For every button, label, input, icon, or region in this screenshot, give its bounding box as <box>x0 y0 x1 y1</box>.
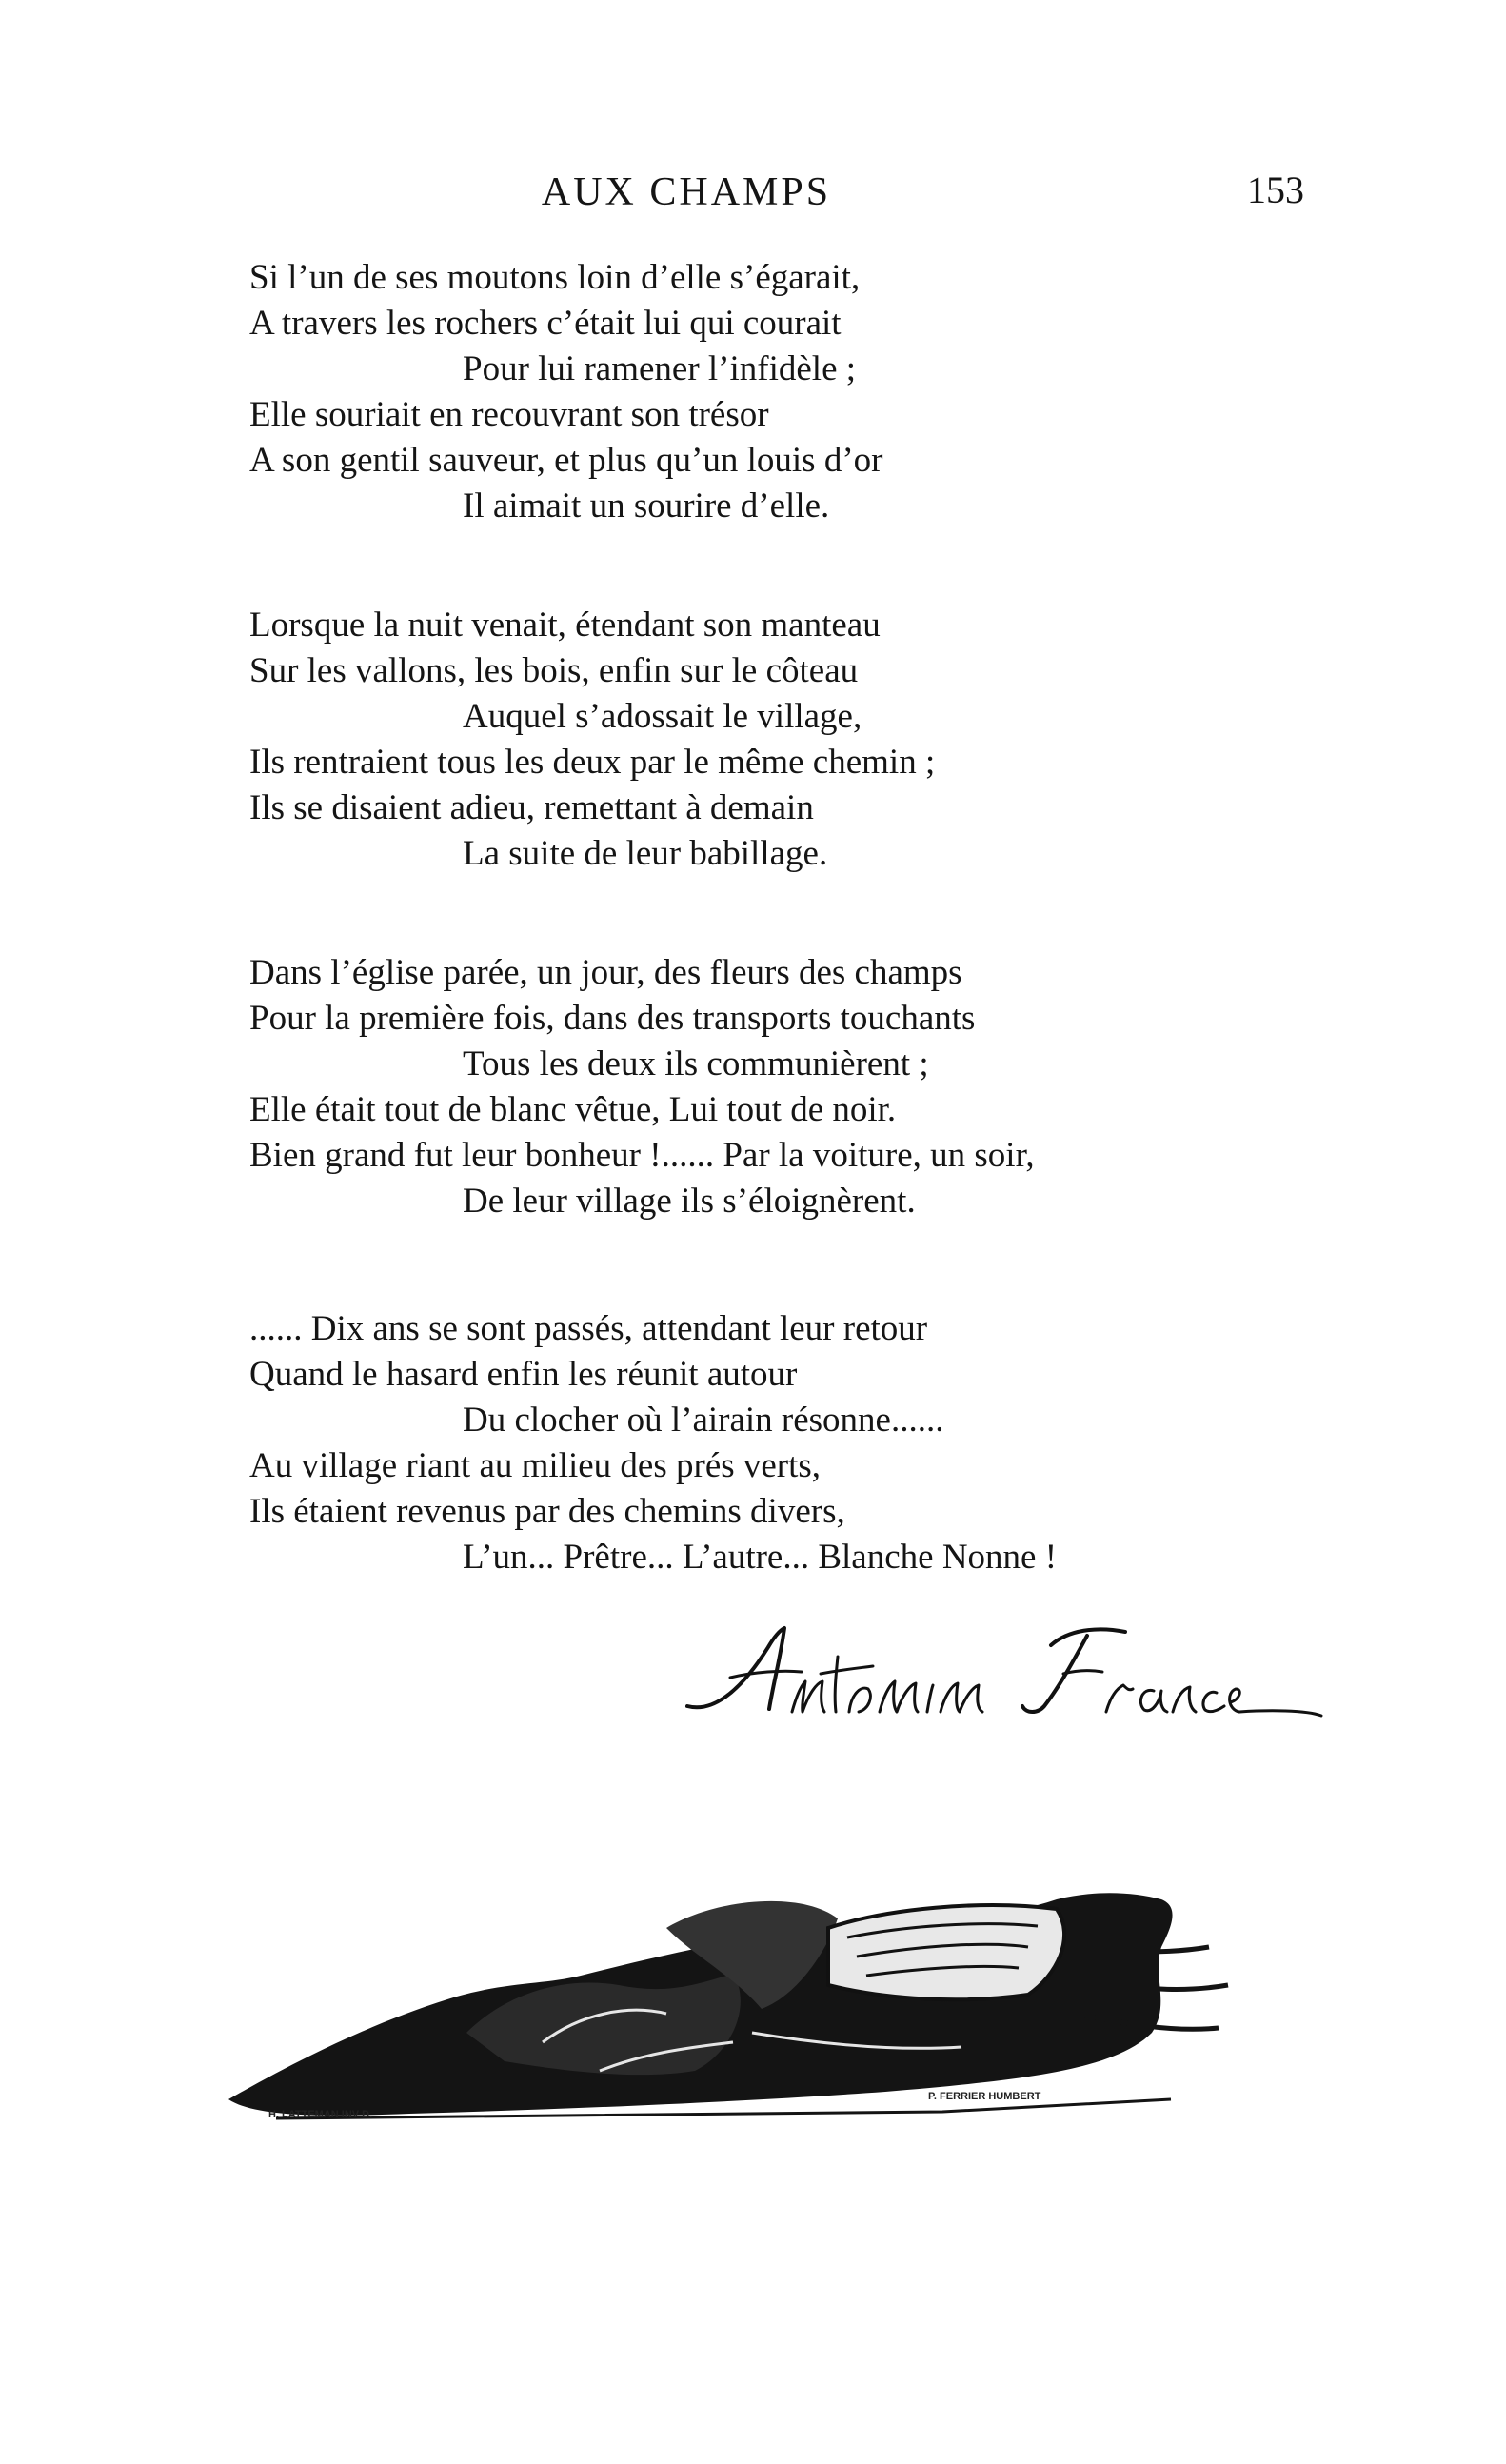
page-number: 153 <box>1247 169 1304 211</box>
verse-line: Du clocher où l’airain résonne...... <box>463 1401 944 1440</box>
stanza-3 <box>249 950 1297 1224</box>
verse-line: Ils se disaient adieu, remettant à demain <box>249 788 814 827</box>
verse-line: Sur les vallons, les bois, enfin sur le côteau <box>249 651 859 690</box>
verse-line: La suite de leur babillage. <box>463 834 828 873</box>
verse-line: Ils étaient revenus par des chemins divers, <box>249 1492 845 1531</box>
verse-line: A son gentil sauveur, et plus qu’un louis d’or <box>249 441 883 480</box>
verse-line: Au village riant au milieu des prés verts, <box>249 1446 822 1485</box>
verse-line: ...... Dix ans se sont passés, attendant leur retour <box>249 1309 928 1348</box>
verse-line: A travers les rochers c’était lui qui courait <box>249 304 842 343</box>
verse-line: Pour lui ramener l’infidèle ; <box>463 349 857 388</box>
handwritten-signature <box>678 1619 1325 1742</box>
verse-line: Dans l’église parée, un jour, des fleurs des champs <box>249 953 962 992</box>
verse-line: Auquel s’adossait le village, <box>463 697 862 736</box>
verse-line: Elle était tout de blanc vêtue, Lui tout de noir. <box>249 1090 897 1129</box>
verse-line: Bien grand fut leur bonheur !...... Par la voiture, un soir, <box>249 1136 1035 1175</box>
decorative-vignette <box>219 1842 1257 2137</box>
stanza-2 <box>249 603 1297 877</box>
engraver-credit-right: P. FERRIER HUMBERT <box>928 2091 1041 2102</box>
verse-line: Tous les deux ils communièrent ; <box>463 1044 929 1083</box>
verse-line: Elle souriait en recouvrant son trésor <box>249 395 769 434</box>
verse-line: Quand le hasard enfin les réunit autour <box>249 1355 798 1394</box>
verse-line: Ils rentraient tous les deux par le même chemin ; <box>249 743 936 782</box>
verse-line: De leur village ils s’éloignèrent. <box>463 1182 916 1221</box>
verse-line: Pour la première fois, dans des transports touchants <box>249 999 976 1038</box>
verse-line: Il aimait un sourire d’elle. <box>463 487 830 526</box>
verse-line: L’un... Prêtre... L’autre... Blanche Nonne ! <box>463 1538 1058 1577</box>
verse-line: Si l’un de ses moutons loin d’elle s’égarait, <box>249 258 861 297</box>
stanza-4 <box>249 1306 1297 1580</box>
verse-line: Lorsque la nuit venait, étendant son manteau <box>249 606 881 645</box>
running-title: AUX CHAMPS <box>541 170 832 214</box>
engraver-credit-left: H. LATTEMAN INV D. <box>268 2109 373 2120</box>
stanza-1 <box>249 255 1297 529</box>
